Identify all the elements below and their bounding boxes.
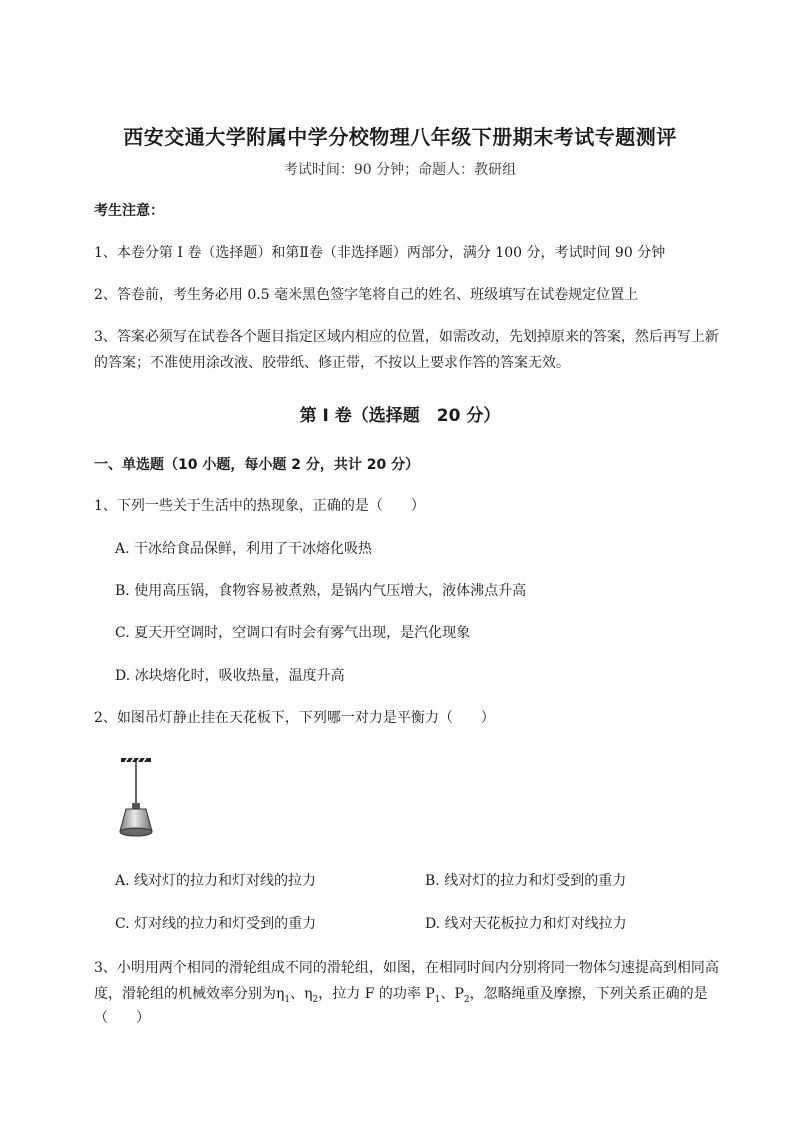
notice-item-1: 1、本卷分第 I 卷（选择题）和第Ⅱ卷（非选择题）两部分，满分 100 分，考试时间 90 分钟 <box>94 245 666 261</box>
question-3-stem-line-1: 3、小明用两个相同的滑轮组成不同的滑轮组，如图，在相同时间内分别将同一物体匀速提高到相同高 <box>94 960 719 976</box>
pendant-lamp-figure <box>112 757 156 841</box>
question-1-option-d[interactable]: D. 冰块熔化时，吸收热量，温度升高 <box>115 668 345 684</box>
question-2-option-c[interactable]: C. 灯对线的拉力和灯受到的重力 <box>115 916 317 932</box>
lamp-shade-rim <box>120 828 152 836</box>
p-2-subscript: 2 <box>463 994 470 1005</box>
section-title: 第 I 卷（选择题 20 分） <box>299 406 501 426</box>
notice-item-3: 3、答案必须写在试卷各个题目指定区域内相应的位置，如需改动，先划掉原来的答案，然后再写上新 <box>94 329 719 345</box>
q3-text-c: ，拉力 F 的功率 P <box>318 986 435 1002</box>
exam-subtitle: 考试时间：90 分钟；命题人：教研组 <box>283 162 517 178</box>
eta-1-subscript: 1 <box>284 994 291 1005</box>
question-1-stem: 1、下列一些关于生活中的热现象，正确的是（ ） <box>94 498 425 514</box>
question-1-option-c[interactable]: C. 夏天开空调时，空调口有时会有雾气出现，是汽化现象 <box>115 625 471 641</box>
question-1-option-b[interactable]: B. 使用高压锅，食物容易被煮熟，是锅内气压增大，液体沸点升高 <box>115 583 527 599</box>
notice-heading: 考生注意： <box>94 203 164 219</box>
eta-2-subscript: 2 <box>312 994 319 1005</box>
notice-item-2: 2、答卷前，考生务必用 0.5 毫米黑色签字笔将自己的姓名、班级填写在试卷规定位置上 <box>94 287 639 303</box>
lamp-socket <box>132 803 140 809</box>
question-3-stem-line-3: （ ） <box>94 1010 150 1026</box>
question-1-option-a[interactable]: A. 干冰给食品保鲜，利用了干冰熔化吸热 <box>115 541 373 557</box>
question-2-stem: 2、如图吊灯静止挂在天花板下，下列哪一对力是平衡力（ ） <box>94 710 495 726</box>
question-2-option-d[interactable]: D. 线对天花板拉力和灯对线拉力 <box>425 916 627 932</box>
question-2-option-b[interactable]: B. 线对灯的拉力和灯受到的重力 <box>425 873 627 889</box>
p-1-subscript: 1 <box>434 994 441 1005</box>
exam-title: 西安交通大学附属中学分校物理八年级下册期末考试专题测评 <box>123 125 677 149</box>
q3-text-a: 度，滑轮组的机械效率分别为η <box>94 986 285 1002</box>
q3-text-d: 、P <box>440 986 464 1002</box>
question-2-option-a[interactable]: A. 线对灯的拉力和灯对线的拉力 <box>115 873 317 889</box>
notice-item-3-cont: 的答案；不准使用涂改液、胶带纸、修正带，不按以上要求作答的答案无效。 <box>94 355 570 371</box>
part-heading: 一、单选题（10 小题，每小题 2 分，共计 20 分） <box>94 457 420 473</box>
q3-text-b: 、η <box>290 986 313 1002</box>
q3-text-e: ，忽略绳重及摩擦，下列关系正确的是 <box>469 986 708 1002</box>
